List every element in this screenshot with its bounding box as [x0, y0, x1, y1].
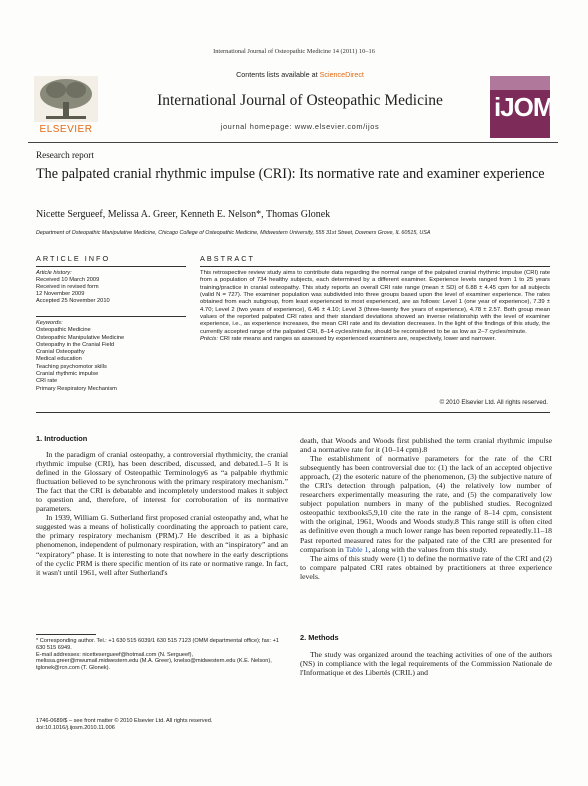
doi-link[interactable]: doi:10.1016/j.ijosm.2010.11.006 [36, 725, 115, 731]
paragraph-text: The establishment of normative parameters for the rate of the CRI subsequently has been controversial due to: (1) the lack of an accepted objective approach, (2) the esoteric nature of the phenomenon, (3) the subjective nature of the CRI's detection through palpation, (4) the relatively low number of researchers experimentally measuring the rate, and (5) the comparatively low subject population numbers in many of the published studies. Recognized osteopathic textbooks5,9,10 cite the rate in the range of 8–14 cpm, consistent with the original, 1961, Woods and Woods study.8 This range still is often cited as definitive even though a much lower range has been reported repeatedly.11–18 Past reported measured rates for the palpated rate of the CRI are presented for comparison in [300, 454, 552, 554]
abstract-bottom-divider [36, 412, 550, 413]
journal-title: International Journal of Osteopathic Medicine [157, 92, 443, 109]
abstract-body [200, 270, 550, 343]
history-label: Article history: [36, 270, 72, 276]
sciencedirect-link[interactable]: ScienceDirect [319, 70, 364, 79]
precis [200, 336, 550, 343]
precis-text: CRI rate means and ranges as assessed by experienced examiners are, respectively, lower and narrower. [219, 336, 496, 343]
introduction-left-column [36, 450, 288, 577]
keyword: Teaching psychomotor skills [36, 363, 107, 370]
front-matter-line: 1746-0689/$ – see front matter © 2010 Elsevier Ltd. All rights reserved. [36, 718, 213, 724]
keyword: Osteopathy in the Cranial Field [36, 341, 115, 348]
paragraph: In the paradigm of cranial osteopathy, a controversial rhythmicity, the cranial rhythmic impulse (CRI), has been described, discussed, and debated.1–5 It is defined in the Glossary of Osteopathic Terminology6 as “a palpable rhythmic fluctuation believed to be synchronous with the primary respiratory mechanism.” The fact that the CRI is debatable and incompletely understood makes it subject to question and, therefore, of interest for corroboration of its normative parameters. [36, 450, 288, 514]
affiliation: Department of Osteopathic Manipulative Medicine, Chicago College of Osteopathic Medicine, Midwestern University, 555 31st Street, Downers Grove, IL 60515, USA [36, 230, 431, 236]
precis-label: Précis: [200, 336, 219, 343]
journal-homepage[interactable]: journal homepage: www.elsevier.com/ijos [220, 122, 380, 131]
elsevier-logo [34, 76, 98, 135]
history-line: Received 10 March 2009 [36, 277, 100, 283]
journal-header [28, 70, 558, 140]
contents-line [110, 70, 490, 79]
abstract-divider [200, 266, 550, 267]
contents-prefix: Contents lists available at [236, 70, 318, 79]
introduction-right-column [300, 436, 552, 581]
keywords-label: Keywords: [36, 320, 63, 326]
paragraph: In 1939, William G. Sutherland first proposed cranial osteopathy and, what he suggested was a means of holistically coordinating the approach to patient care, the primary respiratory mechanism (PRM).7 He described it as a biphasic phenomenon, independent of pulmonary respiration, with an “inspiratory” and an “expiratory” phase. It is interesting to note that nowhere in the early descriptions of the cyclic PRM is there specific mention of its rate or normative range. In fact, it wasn't until 1961, well after Sutherland's [36, 513, 288, 577]
keyword: Osteopathic Manipulative Medicine [36, 334, 125, 341]
corresponding-author-note: * Corresponding author. Tel.: +1 630 515 6039/1 630 515 7123 (OMM departmental office); fax: +1 630 515 6949. [36, 638, 279, 651]
article-title: The palpated cranial rhythmic impulse (CRI): Its normative rate and examiner experience [36, 166, 545, 182]
keyword: Primary Respiratory Mechanism [36, 385, 117, 392]
keyword: CRI rate [36, 378, 58, 385]
running-head: International Journal of Osteopathic Medicine 14 (2011) 10–16 [213, 48, 375, 55]
header-divider [28, 142, 558, 143]
keyword: Cranial rhythmic impulse [36, 371, 99, 378]
table-1-link[interactable]: Table 1 [345, 544, 369, 554]
keywords [36, 320, 186, 393]
info-divider-2 [36, 316, 186, 317]
cover-band [490, 76, 550, 90]
author-list: Nicette Sergueef, Melissa A. Greer, Kenneth E. Nelson*, Thomas Glonek [36, 209, 331, 220]
article-history [36, 270, 186, 305]
introduction-heading: 1. Introduction [36, 434, 88, 443]
paragraph: death, that Woods and Woods first published the term cranial rhythmic impulse and a normative rate for it (10–14 cpm).8 [300, 436, 552, 455]
history-line: Accepted 25 November 2010 [36, 298, 110, 304]
keyword: Cranial Osteopathy [36, 349, 85, 356]
email-addresses: E-mail addresses: nicettesergueef@hotmail.com (N. Sergueef), melissa.greer@mwumail.midwestern.edu (M.A. Greer), knelso@midwestern.edu (K.E. Nelson), tglonek@rcn.com (T. Glonek). [36, 651, 272, 672]
keyword: Medical education [36, 356, 82, 363]
cover-letters: iJOM [494, 92, 554, 122]
info-divider [36, 266, 186, 267]
footnotes [36, 638, 288, 672]
history-line: 12 November 2009 [36, 291, 85, 297]
footnote-divider [36, 634, 96, 635]
paragraph [300, 454, 552, 554]
abstract-text: This retrospective review study aims to contribute data regarding the normal range of the palpated cranial rhythmic impulse (CRI) rate from a population of 734 healthy subjects, each determined by a different examiner. Experience levels ranged from 1 to 25 years training/practice in cranial osteopathy. This study reports an overall CRI rate range (mean ± SD) of 6.88 ± 4.45 cpm for all subjects (valid N = 727). The examiner population was subdivided into three groups based upon the level of examiner experience. The rates obtained from each subgroup, from least experienced to most experienced, are as follows: Level 1 (one year of experience), 7.39 ± 4.70; Level 2 (two years of experience), 6.46 ± 4.10; Level 3 (three-twenty five years of experience), 4.78 ± 2.57. Both group mean values of the reported palpated CRI rates and their standard deviations showed an inverse relationship with the level of examiner experience, i.e., as experience increases, the mean CRI rate and its deviation decreases. In the light of the findings of this study, the currently accepted range of the palpated CRI, 8–14 cycles/minute, should be reconsidered to be as low as 2–7 cycles/minute. [200, 270, 550, 335]
abstract-label: ABSTRACT [200, 254, 255, 263]
history-line: Received in revised form [36, 284, 99, 290]
keyword: Osteopathic Medicine [36, 327, 91, 334]
methods-heading: 2. Methods [300, 633, 339, 642]
publisher-logo-text: ELSEVIER [39, 124, 93, 135]
journal-cover [490, 76, 554, 138]
paragraph: The study was organized around the teaching activities of one of the authors (NS) in compliance with the legal requirements of the Commission Nationale de l'Informatique et des Libertés (CRIL) and [300, 650, 552, 678]
tree-icon [34, 76, 98, 122]
methods-column [300, 650, 552, 677]
abstract-copyright: © 2010 Elsevier Ltd. All rights reserved. [439, 399, 548, 406]
article-type: Research report [36, 150, 94, 160]
paragraph-text: , along with the values from this study. [368, 544, 488, 554]
issn-doi [36, 718, 288, 732]
article-info-label: ARTICLE INFO [36, 254, 111, 263]
paragraph: The aims of this study were (1) to define the normative rate of the CRI and (2) to compare palpated CRI rates obtained by practitioners at three experience levels. [300, 553, 552, 581]
